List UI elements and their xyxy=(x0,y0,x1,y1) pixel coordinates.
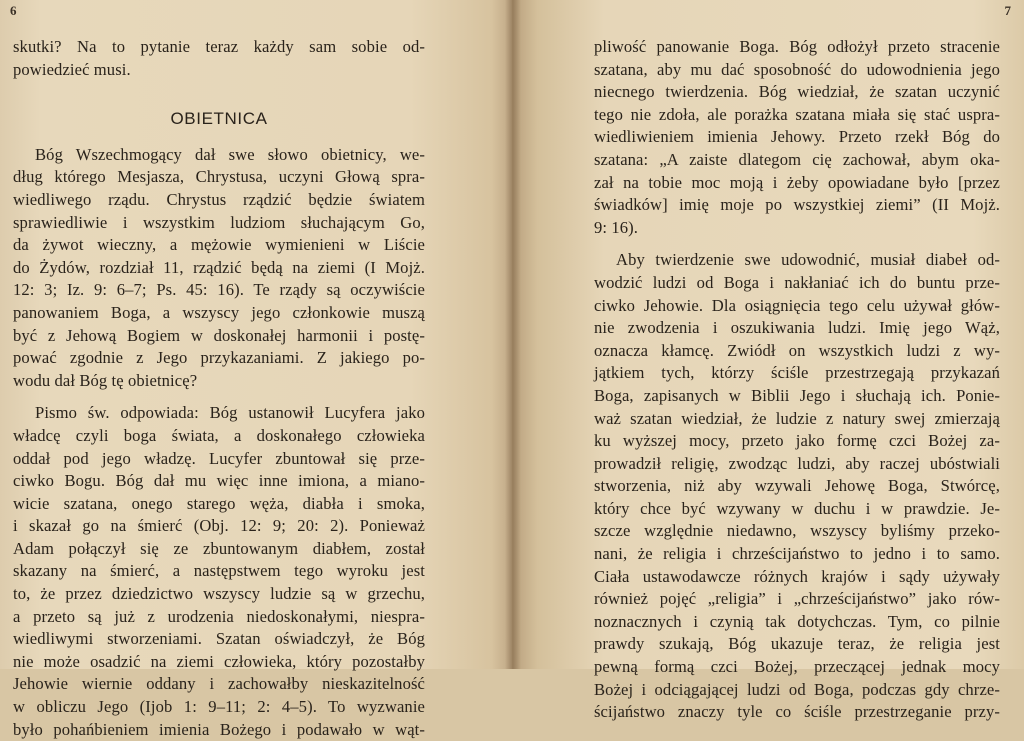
text-line: wodu dał Bóg tę obietnicę? xyxy=(13,370,198,390)
page-number-left: 6 xyxy=(10,3,17,18)
text-line: prawdy szukają, Bóg ukazuje teraz, że religia jest xyxy=(594,634,1000,654)
text-line: skutki? Na to pytanie teraz każdy sam sobie od- xyxy=(13,37,425,56)
left-page xyxy=(0,0,512,739)
text-line: do Żydów, rozdział 11, rządzić będą na ziemi (I Mojż. xyxy=(13,257,425,277)
text-line: szcze względnie niedawno, wszyscy byliśmy przeko- xyxy=(594,521,1000,541)
text-line: 12: 3; Iz. 9: 6–7; Ps. 45: 16). Te rządy są oczywiście xyxy=(13,280,425,300)
text-line: Pismo św. odpowiada: Bóg ustanowił Lucyfera jako xyxy=(35,403,425,423)
left-page-text xyxy=(13,36,425,741)
text-line: wodzić ludzi od Boga i nakłaniać ich do buntu prze- xyxy=(594,272,1000,292)
text-line: wiedliwymi stworzeniami. Szatan oświadczył, że Bóg xyxy=(13,629,425,649)
text-line: nie może osadzić na ziemi człowieka, który pozostałby xyxy=(13,651,425,671)
text-line: władcę czyli boga świata, a doskonałego człowieka xyxy=(13,425,425,445)
paragraph xyxy=(13,144,425,393)
text-line: pliwość panowanie Boga. Bóg odłożył przeto stracenie xyxy=(594,37,1000,56)
text-line: Jehowie wiernie oddany i zachowałby nieskazitelność xyxy=(13,674,425,694)
text-line: świadków] imię moje po wszystkiej ziemi” (II Mojż. xyxy=(594,195,1000,215)
text-line: szatana, aby mu dać sposobność do udowodnienia jego xyxy=(594,59,1000,79)
text-line: a przeto są już z urodzenia niedoskonałymi, niespra- xyxy=(13,606,425,626)
text-line: da żywot wieczny, a mężowie wymienieni w Liście xyxy=(13,235,425,255)
text-line: również pojęć „religia” i „chrześcijaństwo” jako rów- xyxy=(594,589,1000,609)
text-line: 9: 16). xyxy=(594,217,639,237)
section-heading: OBIETNICA xyxy=(170,109,268,129)
text-line: niecnego twierdzenia. Bóg wiedział, że szatan uczynić xyxy=(594,82,1000,102)
right-page xyxy=(512,0,1024,722)
text-line: Adam połączył się ze zbuntowanym diabłem, został xyxy=(13,538,425,558)
text-line: wiedliwieniem imienia Jehowy. Przeto rzekł Bóg do xyxy=(594,127,1000,147)
text-line: było pohańbieniem imienia Bożego i podawało w wąt- xyxy=(13,719,425,739)
text-line: pewną formą czci Bożej, przeczącej jednak mocy xyxy=(594,657,1000,677)
book-gutter-shadow xyxy=(505,0,521,669)
paragraph xyxy=(594,36,1000,239)
text-line: ku wyższej mocy, przeto jako formę czci Bożej za- xyxy=(594,431,1000,451)
text-line: panowaniem Boga, a wszyscy jego członkowie muszą xyxy=(13,302,425,322)
text-line: oznacza kłamcę. Zwiódł on wszystkich ludzi z wy- xyxy=(594,340,1000,360)
text-line: Bożej i odciągającej ludzi od Boga, podczas gdy chrze- xyxy=(594,679,1000,699)
text-line: nani, że religia i chrześcijaństwo to jedno i to samo. xyxy=(594,544,1000,564)
text-line: jątkiem tych, którzy ściśle przestrzegają przykazań xyxy=(594,363,1000,383)
text-line: oddał pod jego władzę. Lucyfer zbuntował się prze- xyxy=(13,448,425,468)
text-line: wiedliwego rządu. Chrystus rządzić będzie światem xyxy=(13,189,425,209)
text-line: tego nie zdoła, ale porażka szatana miała się stać uspra- xyxy=(594,104,1000,124)
text-line: Ciała ustawodawcze różnych krajów i sądy używały xyxy=(594,566,1000,586)
text-line: to, że przez dziedzictwo wszyscy ludzie są w grzechu, xyxy=(13,584,425,604)
text-line: powiedzieć musi. xyxy=(13,59,131,79)
text-line: Bóg Wszechmogący dał swe słowo obietnicy, we- xyxy=(35,144,425,164)
text-line: sprawiedliwie i wszystkim ludziom słuchającym Go, xyxy=(13,212,425,232)
page-number-right: 7 xyxy=(1004,3,1011,18)
text-line: skazany na śmierć, a następstwem tego wyroku jest xyxy=(13,561,425,581)
text-line: szatana: „A zaiste dlategom cię zachował, abym oka- xyxy=(594,149,1000,169)
text-line: waż szatan wiedział, że ludzie z natury swej zmierzają xyxy=(594,408,1000,428)
text-line: stworzenia, niż aby wzywali Jehowę Boga, Stwórcę, xyxy=(594,476,1000,496)
text-line: ciwko Bogu. Bóg dał mu więc inne imiona, a miano- xyxy=(13,471,425,491)
text-line: zał na tobie moc moją i żeby opowiadane było [przez xyxy=(594,172,1000,192)
text-line: ciwko Jehowie. Dla osiągnięcia tego celu używał głów- xyxy=(594,295,1000,315)
text-line: który chce być wzywany w duchu i w prawdzie. Je- xyxy=(594,498,1000,518)
text-line: w obliczu Jego (Ijob 1: 9–11; 2: 4–5). To wyzwanie xyxy=(13,697,425,717)
text-line: noznacznych i czynią tak dotychczas. Tym, co pilnie xyxy=(594,611,1000,631)
text-line: dług którego Mesjasza, Chrystusa, uczyni Głową spra- xyxy=(13,167,425,187)
text-line: Aby twierdzenie swe udowodnić, musiał diabeł od- xyxy=(616,250,1000,270)
text-line: i skazał go na śmierć (Obj. 12: 9; 20: 2). Ponieważ xyxy=(13,516,425,536)
text-line: ścijaństwo znaczy tyle co ściśle przestrzeganie przy- xyxy=(594,702,1000,722)
paragraph xyxy=(594,249,1000,723)
paragraph xyxy=(13,402,425,741)
text-line: prowadził religię, zwodząc ludzi, aby raczej ubóstwiali xyxy=(594,453,1000,473)
text-line: nie zwodzenia i oszukiwania ludzi. Imię jego Wąż, xyxy=(594,318,1000,338)
text-line: pować zgodnie z Jego przykazaniami. Z jakiego po- xyxy=(13,348,425,368)
right-page-text xyxy=(594,36,1000,724)
text-line: Boga, zapisanych w Biblii Jego i słuchają ich. Ponie- xyxy=(594,385,1000,405)
text-line: być z Jehową Bogiem w doskonałej harmonii i postę- xyxy=(13,325,425,345)
text-line: wicie szatana, onego starego węża, diabła i smoka, xyxy=(13,493,425,513)
